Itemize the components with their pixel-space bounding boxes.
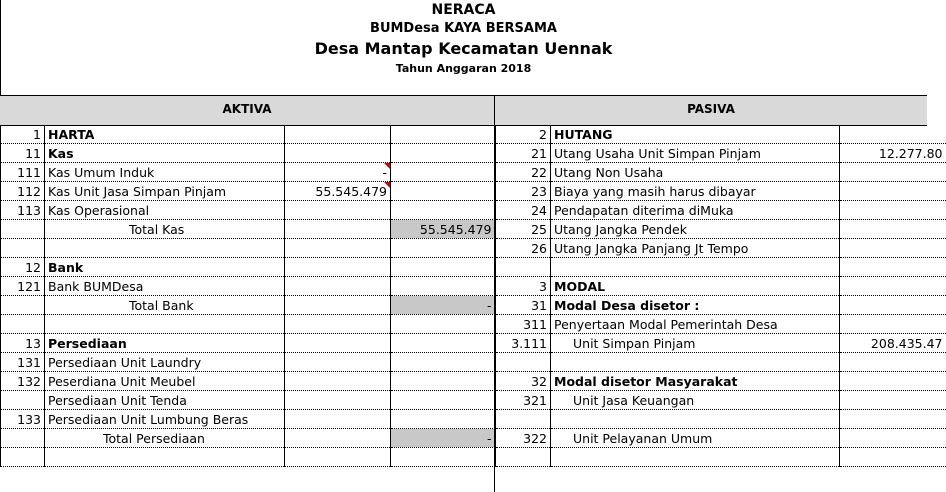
amount (391, 163, 495, 182)
amount (840, 429, 946, 448)
account-name (551, 258, 840, 277)
account-name: Persediaan Unit Laundry (45, 353, 285, 372)
pasiva-row (496, 125, 946, 144)
account-name: Bank BUMDesa (45, 277, 285, 296)
sub-amount (285, 429, 391, 448)
account-name: Unit Jasa Keuangan (551, 391, 840, 410)
aktiva-row (1, 144, 495, 163)
column-separator (494, 95, 495, 492)
account-code: 11 (1, 144, 45, 163)
amount (840, 125, 946, 144)
organization-name: BUMDesa KAYA BERSAMA (370, 21, 557, 36)
pasiva-table (495, 125, 946, 467)
sub-amount (285, 125, 391, 144)
amount (840, 410, 946, 429)
account-name: Peserdiana Unit Meubel (45, 372, 285, 391)
account-name: Utang Jangka Panjang Jt Tempo (551, 239, 840, 258)
sub-amount (285, 296, 391, 315)
sub-amount (285, 353, 391, 372)
amount (840, 448, 946, 467)
sub-amount (285, 258, 391, 277)
amount (840, 258, 946, 277)
account-code: 24 (496, 201, 551, 220)
aktiva-row (1, 239, 495, 258)
total-amount: - (391, 296, 495, 315)
account-code (496, 258, 551, 277)
account-code (1, 315, 45, 334)
aktiva-header: AKTIVA (222, 102, 272, 116)
account-name: MODAL (551, 277, 840, 296)
pasiva-row (496, 353, 946, 372)
account-code: 322 (496, 429, 551, 448)
account-code: 311 (496, 315, 551, 334)
amount (391, 144, 495, 163)
amount (391, 201, 495, 220)
account-name: HUTANG (551, 125, 840, 144)
account-code (1, 239, 45, 258)
sub-amount (285, 239, 391, 258)
account-code (1, 391, 45, 410)
account-name: Kas (45, 144, 285, 163)
account-name (45, 315, 285, 334)
account-name (45, 239, 285, 258)
amount (840, 163, 946, 182)
total-amount: 55.545.479 (391, 220, 495, 239)
account-code: 321 (496, 391, 551, 410)
account-code: 132 (1, 372, 45, 391)
account-code: 133 (1, 410, 45, 429)
aktiva-row (1, 277, 495, 296)
account-name: Penyertaan Modal Pemerintah Desa (551, 315, 840, 334)
account-name: Utang Non Usaha (551, 163, 840, 182)
aktiva-row (1, 125, 495, 144)
amount (391, 258, 495, 277)
sub-amount (285, 391, 391, 410)
amount (391, 277, 495, 296)
sub-amount (285, 201, 391, 220)
account-code: 113 (1, 201, 45, 220)
sub-amount (285, 334, 391, 353)
account-code (1, 296, 45, 315)
pasiva-row (496, 182, 946, 201)
aktiva-row (1, 163, 495, 182)
account-name (45, 448, 285, 467)
account-name: Modal Desa disetor : (551, 296, 840, 315)
amount (840, 296, 946, 315)
account-code: 25 (496, 220, 551, 239)
aktiva-row (1, 410, 495, 429)
sub-amount (285, 144, 391, 163)
aktiva-row (1, 296, 495, 315)
pasiva-row (496, 296, 946, 315)
location-name: Desa Mantap Kecamatan Uennak (314, 39, 613, 58)
aktiva-row (1, 201, 495, 220)
account-name (551, 353, 840, 372)
sub-amount (285, 410, 391, 429)
amount (391, 448, 495, 467)
amount (840, 277, 946, 296)
account-code (496, 353, 551, 372)
account-code (496, 410, 551, 429)
amount: 12.277.80 (840, 144, 946, 163)
account-code: 121 (1, 277, 45, 296)
amount (391, 410, 495, 429)
account-name: Pendapatan diterima diMuka (551, 201, 840, 220)
account-name: Kas Umum Induk (45, 163, 285, 182)
amount (391, 239, 495, 258)
pasiva-row (496, 429, 946, 448)
amount: 208.435.47 (840, 334, 946, 353)
account-code: 12 (1, 258, 45, 277)
amount (840, 220, 946, 239)
account-code (1, 429, 45, 448)
account-name: Kas Operasional (45, 201, 285, 220)
amount (840, 239, 946, 258)
amount (391, 353, 495, 372)
pasiva-row (496, 277, 946, 296)
aktiva-row (1, 391, 495, 410)
aktiva-row (1, 315, 495, 334)
comment-indicator-icon[interactable] (384, 163, 390, 169)
account-code: 23 (496, 182, 551, 201)
account-name: Total Bank (45, 296, 285, 315)
account-name: Biaya yang masih harus dibayar (551, 182, 840, 201)
pasiva-row (496, 220, 946, 239)
sub-amount (285, 220, 391, 239)
account-name: Unit Pelayanan Umum (551, 429, 840, 448)
amount (391, 334, 495, 353)
aktiva-row (1, 353, 495, 372)
amount (840, 315, 946, 334)
account-code: 13 (1, 334, 45, 353)
account-code: 1 (1, 125, 45, 144)
account-code (1, 448, 45, 467)
sub-amount (285, 448, 391, 467)
pasiva-row (496, 372, 946, 391)
account-code: 32 (496, 372, 551, 391)
aktiva-row (1, 182, 495, 201)
pasiva-row (496, 201, 946, 220)
account-name: Unit Simpan Pinjam (551, 334, 840, 353)
account-code: 112 (1, 182, 45, 201)
pasiva-row (496, 258, 946, 277)
account-name: Utang Jangka Pendek (551, 220, 840, 239)
account-code: 111 (1, 163, 45, 182)
account-name: Persediaan Unit Tenda (45, 391, 285, 410)
amount (840, 182, 946, 201)
account-name: Total Kas (45, 220, 285, 239)
aktiva-row (1, 429, 495, 448)
amount (391, 315, 495, 334)
sub-amount (285, 372, 391, 391)
aktiva-row (1, 448, 495, 467)
account-code: 3.111 (496, 334, 551, 353)
aktiva-row (1, 334, 495, 353)
pasiva-row (496, 410, 946, 429)
account-name: Persediaan Unit Lumbung Beras (45, 410, 285, 429)
pasiva-row (496, 144, 946, 163)
account-name: Kas Unit Jasa Simpan Pinjam (45, 182, 285, 201)
amount (840, 201, 946, 220)
aktiva-row (1, 220, 495, 239)
amount (391, 125, 495, 144)
total-amount: - (391, 429, 495, 448)
account-name: Bank (45, 258, 285, 277)
account-name: HARTA (45, 125, 285, 144)
account-name: Modal disetor Masyarakat (551, 372, 840, 391)
pasiva-header: PASIVA (687, 102, 735, 116)
pasiva-row (496, 334, 946, 353)
account-code (496, 448, 551, 467)
amount (391, 391, 495, 410)
amount (391, 372, 495, 391)
pasiva-row (496, 315, 946, 334)
amount (391, 182, 495, 201)
comment-indicator-icon[interactable] (384, 182, 390, 188)
account-code (1, 220, 45, 239)
account-name: Persediaan (45, 334, 285, 353)
amount (840, 372, 946, 391)
pasiva-row (496, 448, 946, 467)
sub-amount: 55.545.479 (285, 182, 391, 201)
amount (840, 391, 946, 410)
sub-amount (285, 315, 391, 334)
aktiva-row (1, 258, 495, 277)
pasiva-row (496, 163, 946, 182)
account-code: 3 (496, 277, 551, 296)
account-name: Utang Usaha Unit Simpan Pinjam (551, 144, 840, 163)
account-name (551, 448, 840, 467)
pasiva-row (496, 391, 946, 410)
aktiva-row (1, 372, 495, 391)
account-code: 26 (496, 239, 551, 258)
sub-amount: - (285, 163, 391, 182)
account-code: 2 (496, 125, 551, 144)
account-name: Total Persediaan (45, 429, 285, 448)
pasiva-row (496, 239, 946, 258)
amount (840, 353, 946, 372)
report-title: NERACA (431, 2, 496, 18)
account-name (551, 410, 840, 429)
sub-amount (285, 277, 391, 296)
aktiva-table (0, 125, 495, 467)
account-code: 131 (1, 353, 45, 372)
account-code: 21 (496, 144, 551, 163)
fiscal-year: Tahun Anggaran 2018 (395, 62, 532, 75)
account-code: 31 (496, 296, 551, 315)
account-code: 22 (496, 163, 551, 182)
